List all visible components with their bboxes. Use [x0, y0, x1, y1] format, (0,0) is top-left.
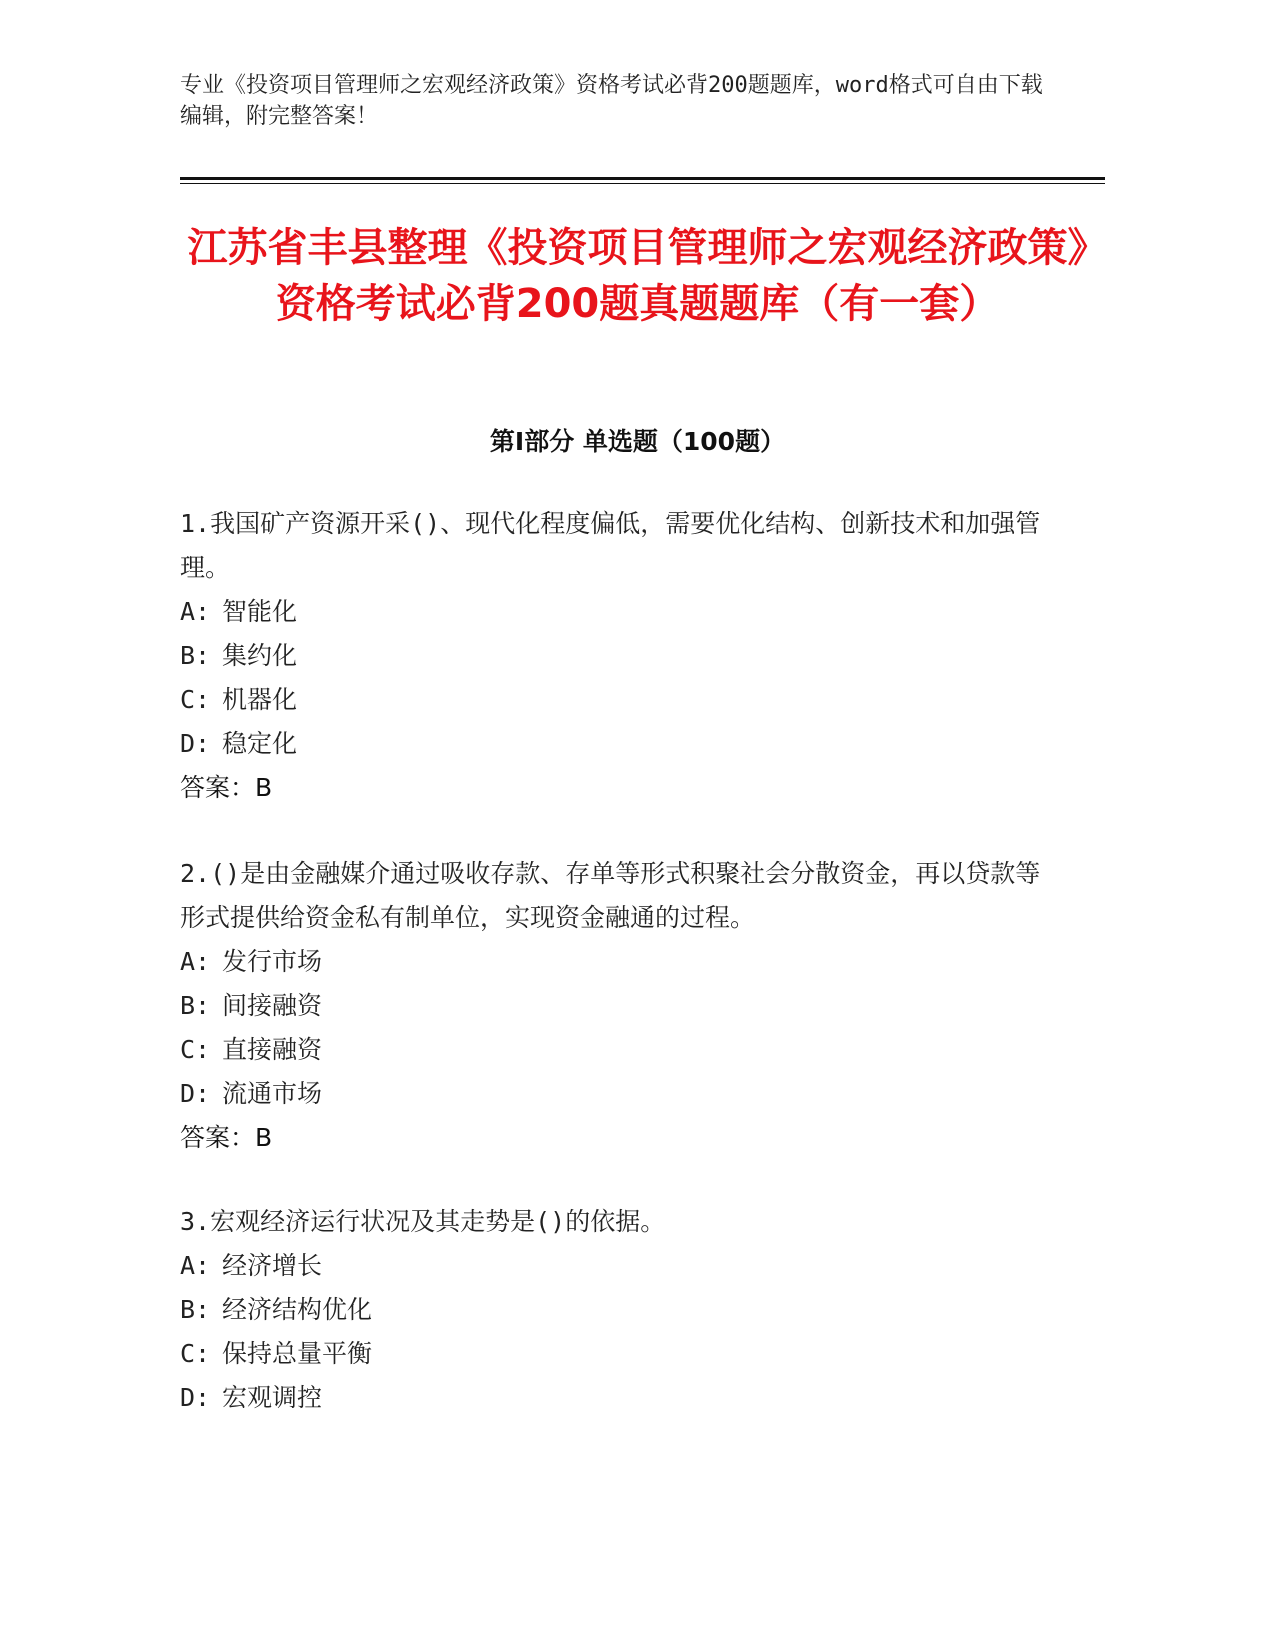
option-label: A:: [180, 1251, 211, 1280]
option-label: A:: [180, 947, 211, 976]
option-text: 保持总量平衡: [222, 1339, 373, 1368]
header-rule-thick: [180, 177, 1105, 180]
option-a: [180, 1244, 1060, 1288]
option-label: D:: [180, 1079, 211, 1108]
header-note: 专业《投资项目管理师之宏观经济政策》资格考试必背200题题库，word格式可自由下载编辑，附完整答案！: [180, 73, 1043, 129]
option-c: [180, 1028, 1060, 1072]
option-label: A:: [180, 597, 211, 626]
option-a: [180, 590, 1060, 634]
option-text: 间接融资: [222, 991, 323, 1020]
answer: 答案：B: [180, 1123, 273, 1152]
option-text: 稳定化: [222, 729, 298, 758]
question-1: [180, 502, 1060, 810]
option-label: C:: [180, 685, 211, 714]
answer: 答案：B: [180, 773, 273, 802]
section-title: 第Ⅰ部分 单选题（100题）: [489, 427, 786, 456]
option-text: 发行市场: [222, 947, 323, 976]
option-d: [180, 1072, 1060, 1116]
question-2: [180, 852, 1060, 1160]
question-text: 1.我国矿产资源开采()、现代化程度偏低，需要优化结构、创新技术和加强管理。: [180, 509, 1041, 582]
option-label: D:: [180, 1383, 211, 1412]
option-label: C:: [180, 1339, 211, 1368]
option-b: [180, 984, 1060, 1028]
option-text: 集约化: [222, 641, 298, 670]
option-text: 经济结构优化: [222, 1295, 373, 1324]
option-label: B:: [180, 641, 211, 670]
option-label: B:: [180, 991, 211, 1020]
option-label: D:: [180, 729, 211, 758]
option-a: [180, 940, 1060, 984]
option-label: C:: [180, 1035, 211, 1064]
option-text: 宏观调控: [222, 1383, 323, 1412]
option-c: [180, 678, 1060, 722]
option-text: 机器化: [222, 685, 298, 714]
option-c: [180, 1332, 1060, 1376]
question-text: 3.宏观经济运行状况及其走势是()的依据。: [180, 1207, 666, 1236]
option-text: 智能化: [222, 597, 298, 626]
option-b: [180, 634, 1060, 678]
option-b: [180, 1288, 1060, 1332]
header-rule-thin: [180, 183, 1105, 184]
option-text: 经济增长: [222, 1251, 323, 1280]
question-text: 2.()是由金融媒介通过吸收存款、存单等形式积聚社会分散资金，再以贷款等形式提供给资金私有制单位，实现资金融通的过程。: [180, 859, 1041, 932]
option-d: [180, 1376, 1060, 1420]
option-text: 流通市场: [222, 1079, 323, 1108]
option-text: 直接融资: [222, 1035, 323, 1064]
question-3: [180, 1200, 1060, 1420]
document-title: 江苏省丰县整理《投资项目管理师之宏观经济政策》资格考试必背200题真题题库（有一套）: [187, 225, 1088, 327]
option-label: B:: [180, 1295, 211, 1324]
option-d: [180, 722, 1060, 766]
